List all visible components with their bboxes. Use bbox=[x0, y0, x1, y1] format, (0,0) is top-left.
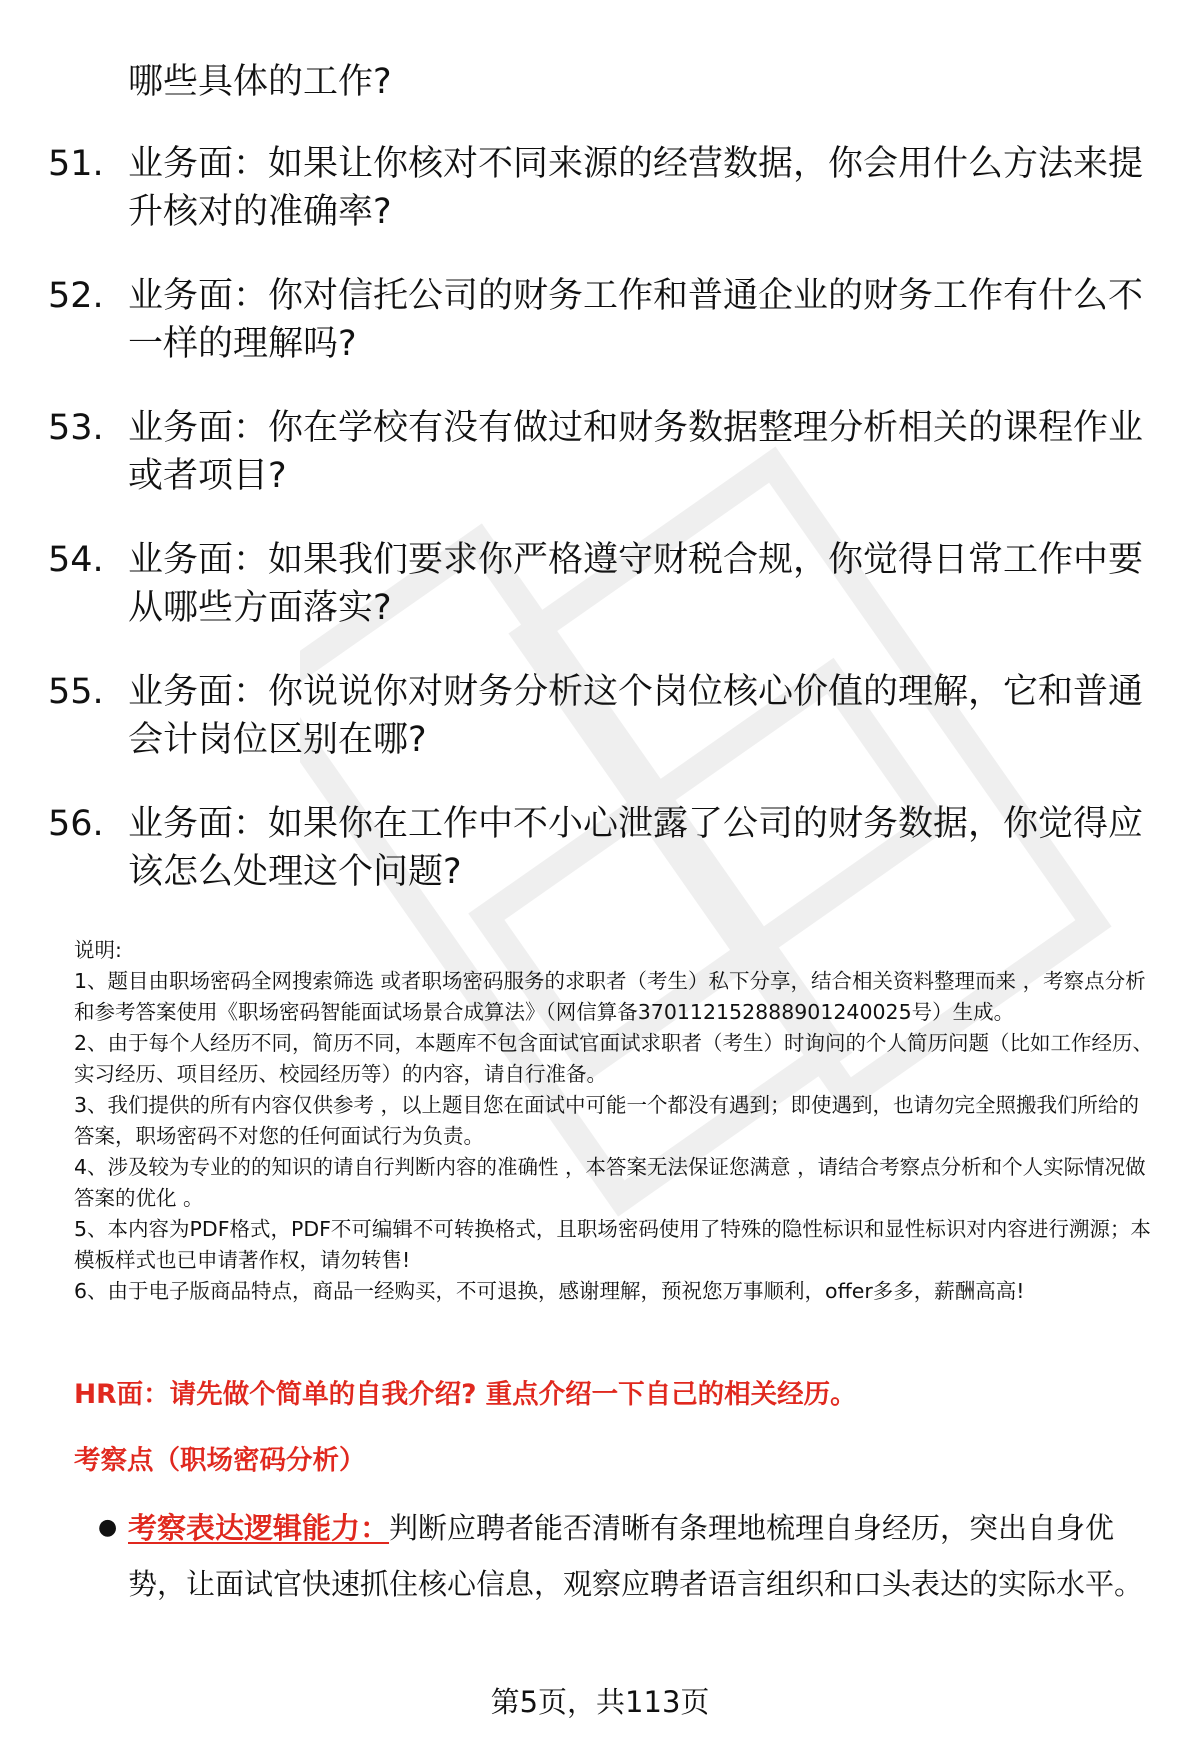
question-number: 56. bbox=[48, 804, 104, 844]
note-item: 3、我们提供的所有内容仅供参考 ，以上题目您在面试中可能一个都没有遇到；即使遇到，也请勿完全照搬我们所给的答案，职场密码不对您的任何面试行为负责。 bbox=[74, 1093, 1140, 1148]
question-number: 53. bbox=[48, 408, 104, 448]
note-item: 5、本内容为PDF格式，PDF不可编辑不可转换格式，且职场密码使用了特殊的隐性标识和显性标识对内容进行溯源；本模板样式也已申请著作权，请勿转售! bbox=[74, 1217, 1151, 1272]
bullet-label: 考察表达逻辑能力： bbox=[128, 1511, 390, 1545]
notes-section bbox=[74, 935, 1154, 1307]
question-text: 业务面：你说说你对财务分析这个岗位核心价值的理解，它和普通会计岗位区别在哪? bbox=[128, 672, 1144, 760]
question-text: 业务面：如果让你核对不同来源的经营数据，你会用什么方法来提升核对的准确率? bbox=[128, 144, 1144, 232]
question-item bbox=[48, 404, 1158, 500]
question-number: 51. bbox=[48, 144, 104, 184]
question-text: 业务面：你在学校有没有做过和财务数据整理分析相关的课程作业或者项目? bbox=[128, 408, 1144, 496]
question-item bbox=[48, 272, 1158, 368]
note-item: 2、由于每个人经历不同，简历不同，本题库不包含面试官面试求职者（考生）时询问的个人简历问题（比如工作经历、实习经历、项目经历、校园经历等）的内容，请自行准备。 bbox=[74, 1031, 1154, 1086]
page-footer: 第5页，共113页 bbox=[490, 1685, 710, 1719]
bullet-dot-icon: ● bbox=[98, 1515, 118, 1540]
note-item: 4、涉及较为专业的的知识的请自行判断内容的准确性 ，本答案无法保证您满意 ，请结合考察点分析和个人实际情况做答案的优化 。 bbox=[74, 1155, 1146, 1210]
question-number: 52. bbox=[48, 276, 104, 316]
focus-bullet bbox=[98, 1500, 1158, 1612]
bullet-content bbox=[128, 1500, 1158, 1612]
question-list bbox=[48, 140, 1158, 932]
bullet-text: 判断应聘者能否清晰有条理地梳理自身经历，突出自身优势，让面试官快速抓住核心信息，观察应聘者语言组织和口头表达的实际水平。 bbox=[128, 1511, 1144, 1601]
question-text: 业务面：如果你在工作中不小心泄露了公司的财务数据，你觉得应该怎么处理这个问题? bbox=[128, 804, 1144, 892]
question-item bbox=[48, 668, 1158, 764]
question-number: 54. bbox=[48, 540, 104, 580]
question-text: 业务面：你对信托公司的财务工作和普通企业的财务工作有什么不一样的理解吗? bbox=[128, 276, 1144, 364]
notes-title: 说明: bbox=[74, 938, 122, 962]
note-item: 6、由于电子版商品特点，商品一经购买，不可退换，感谢理解，预祝您万事顺利，offer多多，薪酬高高! bbox=[74, 1279, 1025, 1303]
focus-heading: 考察点（职场密码分析） bbox=[74, 1445, 366, 1476]
continuation-line: 哪些具体的工作? bbox=[128, 62, 392, 102]
hr-question-heading: HR面：请先做个简单的自我介绍? 重点介绍一下自己的相关经历。 bbox=[74, 1379, 857, 1410]
question-text: 业务面：如果我们要求你严格遵守财税合规，你觉得日常工作中要从哪些方面落实? bbox=[128, 540, 1144, 628]
question-item bbox=[48, 800, 1158, 896]
note-item: 1、题目由职场密码全网搜索筛选 或者职场密码服务的求职者（考生）私下分享，结合相关资料整理而来 ，考察点分析和参考答案使用《职场密码智能面试场景合成算法》（网信算备370112152888901240025号）生成。 bbox=[74, 969, 1146, 1024]
question-item bbox=[48, 140, 1158, 236]
question-number: 55. bbox=[48, 672, 104, 712]
question-item bbox=[48, 536, 1158, 632]
